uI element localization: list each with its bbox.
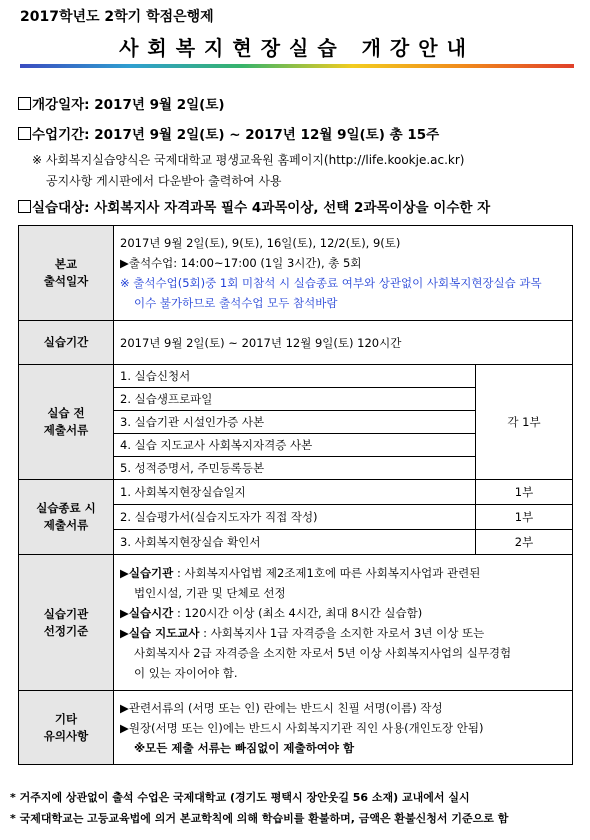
row-header-criteria xyxy=(19,555,114,691)
attendance-detail xyxy=(114,226,573,321)
target-row xyxy=(18,196,490,216)
header-line: 유의사항 xyxy=(43,728,89,743)
list-item: 3. 실습기관 시설인가증 사본 xyxy=(114,411,476,434)
list-item: 3. 사회복지현장실습 확인서 xyxy=(114,530,476,555)
table-row-pre-docs xyxy=(19,365,573,388)
row-header-attendance xyxy=(19,226,114,321)
period-row xyxy=(18,123,439,143)
title-rainbow-bar xyxy=(20,64,574,68)
list-item: 2. 실습평가서(실습지도자가 직접 작성) xyxy=(114,505,476,530)
checkbox-square-icon xyxy=(18,127,31,140)
doc-count: 1부 xyxy=(475,505,572,530)
page-title: 사회복지현장실습 개강안내 xyxy=(119,36,475,60)
header-line: 실습종료 시 xyxy=(36,501,96,515)
header-line: 실습 전 xyxy=(47,406,85,420)
row-header-pre-docs xyxy=(19,365,114,480)
attendance-warning-cont: 이수 불가하므로 출석수업 모두 참석바람 xyxy=(134,296,338,310)
practice-info-table xyxy=(18,225,573,765)
list-item: 5. 성적증명서, 주민등록등본 xyxy=(114,457,476,480)
checkbox-square-icon xyxy=(18,200,31,213)
period-value: 2017년 9월 2일(토) ~ 2017년 12월 9일(토) 120시간 xyxy=(114,321,573,365)
header-line: 제출서류 xyxy=(43,518,89,532)
table-row-notes xyxy=(19,691,573,765)
header-line: 제출서류 xyxy=(43,423,89,437)
doc-count: 1부 xyxy=(475,480,572,505)
row-header-notes xyxy=(19,691,114,765)
header-line: 기타 xyxy=(54,711,78,726)
notes-line: ※모든 제출 서류는 빠짐없이 제출하여야 함 xyxy=(134,740,355,755)
doc-count: 2부 xyxy=(475,530,572,555)
pre-docs-count: 각 1부 xyxy=(475,365,572,480)
header-line: 선정기준 xyxy=(43,623,89,638)
attendance-dates: 2017년 9월 2일(토), 9(토), 16일(토), 12/2(토), 9(토) xyxy=(120,236,401,250)
criteria-text: 사회복지사 2급 자격증을 소지한 자로서 5년 이상 사회복지사업의 실무경험 xyxy=(134,645,512,660)
table-row-post-docs xyxy=(19,480,573,505)
table-row-attendance xyxy=(19,226,573,321)
criteria-label: ▶실습시간 xyxy=(120,605,174,620)
list-item: 1. 실습신청서 xyxy=(114,365,476,388)
list-item: 4. 실습 지도교사 사회복지자격증 사본 xyxy=(114,434,476,457)
notes-detail xyxy=(114,691,573,765)
header-line: 본교 xyxy=(54,257,78,271)
open-date-text: 개강일자: 2017년 9월 2일(토) xyxy=(32,97,225,113)
target-text: 실습대상: 사회복지사 자격과목 필수 4과목이상, 선택 2과목이상을 이수한 자 xyxy=(32,200,491,216)
criteria-text: 법인시설, 기관 및 단체로 선정 xyxy=(134,585,286,600)
list-item: 2. 실습생프로파일 xyxy=(114,388,476,411)
criteria-text: 이 있는 자이어야 함. xyxy=(134,665,238,680)
criteria-text: : 사회복지사 1급 자격증을 소지한 자로서 3년 이상 또는 xyxy=(203,625,485,640)
footer-note-2: * 국제대학교는 고등교육법에 의거 본교학칙에 의해 학습비를 환불하며, 금액은 환불신청서 기준으로 함 xyxy=(10,812,509,825)
header-line: 실습기관 xyxy=(43,606,89,621)
table-row-criteria xyxy=(19,555,573,691)
period-text: 수업기간: 2017년 9월 2일(토) ~ 2017년 12월 9일(토) 총 15주 xyxy=(32,127,440,143)
note-line-1: ※ 사회복지실습양식은 국제대학교 평생교육원 홈페이지(http://life.kookje.ac.kr) xyxy=(32,153,465,167)
list-item: 1. 사회복지현장실습일지 xyxy=(114,480,476,505)
row-header-period: 실습기간 xyxy=(19,321,114,365)
attendance-warning: ※ 출석수업(5회)중 1회 미참석 시 실습종료 여부와 상관없이 사회복지현장실습 과목 xyxy=(120,276,542,290)
note-line-2: 공지사항 게시판에서 다운받아 출력하여 사용 xyxy=(46,174,282,188)
criteria-text: : 사회복지사업법 제2조제1호에 따른 사회복지사업과 관련된 xyxy=(176,565,481,580)
table-row-period xyxy=(19,321,573,365)
attendance-time: ▶출석수업: 14:00~17:00 (1일 3시간), 총 5회 xyxy=(120,256,362,270)
criteria-detail xyxy=(114,555,573,691)
checkbox-square-icon xyxy=(18,97,31,110)
criteria-label: ▶실습 지도교사 xyxy=(120,625,200,640)
notes-line: ▶관련서류의 (서명 또는 인) 란에는 반드시 친필 서명(이름) 작성 xyxy=(120,700,443,715)
row-header-post-docs xyxy=(19,480,114,555)
header-line: 출석일자 xyxy=(43,274,89,288)
notes-line: ▶원장(서명 또는 인)에는 반드시 사회복지기관 직인 사용(개인도장 안됨) xyxy=(120,720,484,735)
open-date-row xyxy=(18,93,225,113)
criteria-label: ▶실습기관 xyxy=(120,565,174,580)
criteria-text: : 120시간 이상 (최소 4시간, 최대 8시간 실습함) xyxy=(176,605,423,620)
page-subtitle: 2017학년도 2학기 학점은행제 xyxy=(20,9,214,25)
footer-note-1: * 거주지에 상관없이 출석 수업은 국제대학교 (경기도 평택시 장안웃길 56 소재) 교내에서 실시 xyxy=(10,791,470,804)
